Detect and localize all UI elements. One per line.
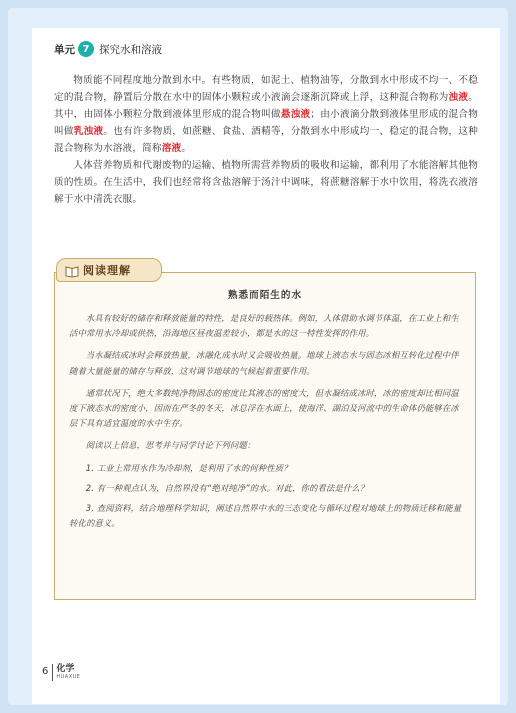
key-term: 乳浊液: [73, 126, 104, 137]
paragraph-solution-uses: 人体营养物质和代谢废物的运输、植物所需营养物质的吸收和运输，都利用了水能溶解其他物质的性质。在生活中，我们也经常将含盐溶解于汤汁中调味，将蔗糖溶解于水中饮用，将洗衣液溶解于水中清洗衣服。: [54, 160, 478, 205]
reading-tab-label: 阅读理解: [83, 264, 131, 277]
subject-mark: [52, 664, 80, 681]
question-item: 3. 查阅资料，结合地理科学知识，阐述自然界中水的三态变化与循环过程对地球上的物质迁移和能量转化的意义。: [69, 503, 462, 529]
subject-pinyin: HUAXUE: [56, 674, 81, 680]
reading-box: [54, 272, 476, 600]
reading-body: [69, 311, 463, 536]
page-number: 6: [42, 666, 49, 677]
textbook-page: [32, 28, 500, 704]
paragraph-suspensions: [54, 72, 478, 157]
reading-prompt: 阅读以上信息，思考并与同学讨论下列问题：: [85, 440, 256, 451]
unit-prefix: 单元: [54, 43, 75, 56]
reading-paragraph: 水具有较好的储存和释放能量的特性，是良好的载热体。例如，人体借助水调节体温，在工业上和生活中常用水冷却或供热，沿海地区昼夜温差较小，都是水的这一特性发挥的作用。: [69, 313, 459, 339]
paragraph-text: ；由小液滴分散到液体里形成的混合物叫做: [54, 109, 478, 137]
reading-title: 熟悉而陌生的水: [227, 290, 303, 301]
unit-header: [54, 40, 162, 58]
page-footer: [42, 664, 80, 681]
reading-section-tab: [56, 258, 162, 282]
unit-number-badge: 7: [78, 41, 94, 57]
key-term: 溶液: [161, 143, 182, 154]
page-background-frame: [8, 8, 508, 705]
question-item: 1. 工业上常用水作为冷却剂，是利用了水的何种性质？: [85, 462, 292, 473]
question-item: 2. 有一种观点认为，自然界没有“绝对纯净”的水。对此，你的看法是什么？: [85, 482, 369, 493]
key-term: 浊液: [448, 92, 469, 103]
paragraph-text: 物质能不同程度地分散到水中。有些物质，如泥土、植物油等，分散到水中形成不均一、不稳定的混合物，静置后分散在水中的固体小颗粒或小液滴会逐渐沉降或上浮，这种混合物称为: [54, 75, 478, 103]
open-book-icon: [65, 263, 79, 277]
unit-title: 探究水和溶液: [99, 43, 162, 56]
paragraph-text: 。也有许多物质，如蔗糖、食盐、酒精等，分散到水中形成均一、稳定的混合物，这种混合物称为水溶液，简称: [54, 126, 478, 154]
reading-paragraph: 当水凝结成冰时会释放热量，冰融化成水时又会吸收热量。地球上液态水与固态冰相互转化过程中伴随着大量能量的储存与释放，这对调节地球的气候起着重要作用。: [69, 350, 459, 376]
reading-paragraph: 通常状况下，绝大多数纯净物固态的密度比其液态的密度大，但水凝结成冰时，冰的密度却比相同温度下液态水的密度小，因而在严冬的冬天，冰总浮在水面上，使海洋、湖泊及河流中的生命体仍能够在冰层下具有适宜温度的水中生存。: [69, 387, 459, 429]
main-body-text: [54, 72, 478, 208]
key-term: 悬浊液: [280, 109, 311, 120]
paragraph-text: 。其中，由固体小颗粒分散到液体里形成的混合物叫做: [54, 92, 479, 120]
subject-name: 化学: [56, 664, 75, 674]
paragraph-text: 。: [181, 143, 192, 154]
